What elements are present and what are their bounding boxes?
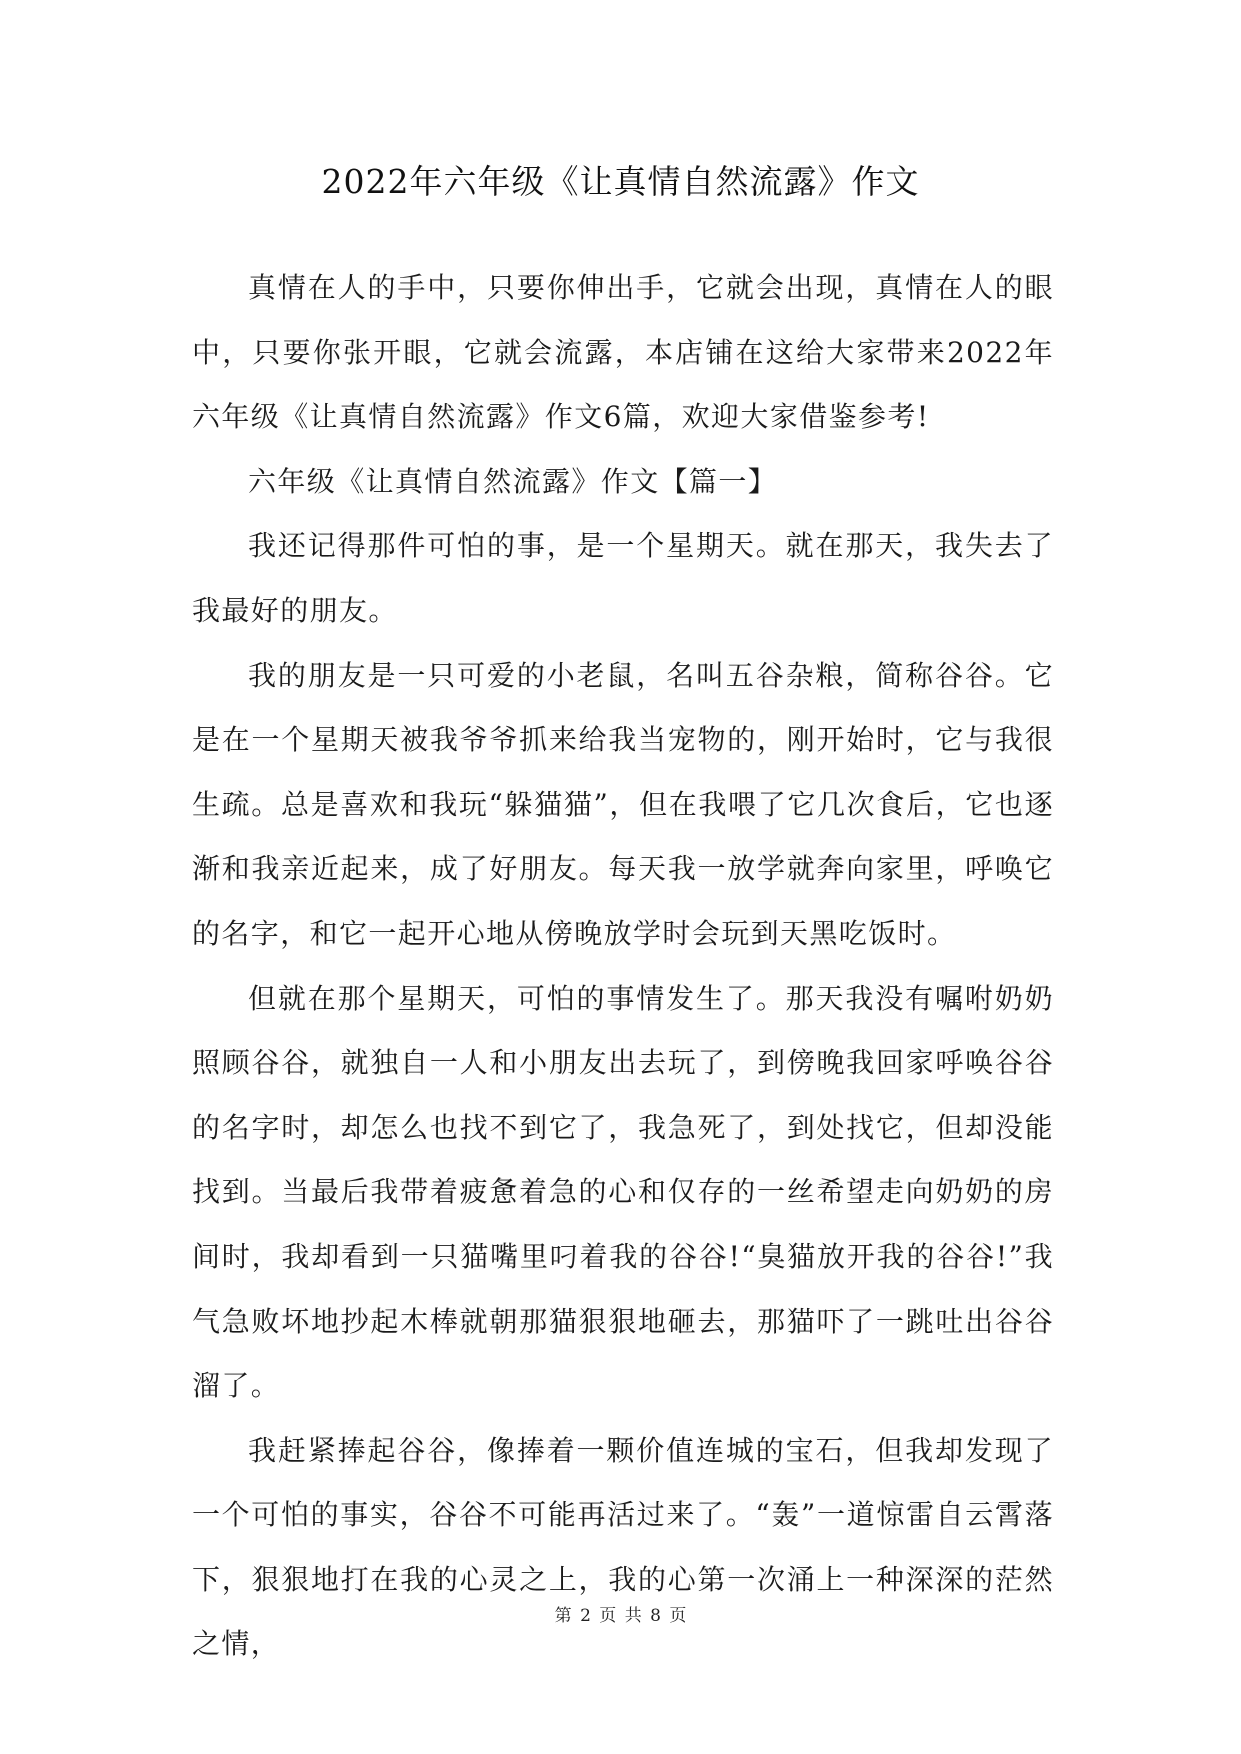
paragraph-intro: 真情在人的手中，只要你伸出手，它就会出现，真情在人的眼中，只要你张开眼，它就会流露，本店铺在这给大家带来2022年六年级《让真情自然流露》作文6篇，欢迎大家借鉴参考!: [192, 271, 1054, 434]
document-title: 2022年六年级《让真情自然流露》作文: [321, 162, 920, 201]
paragraph: 我还记得那件可怕的事，是一个星期天。就在那天，我失去了我最好的朋友。: [192, 529, 1054, 627]
section-heading: 六年级《让真情自然流露》作文【篇一】: [248, 464, 778, 498]
document-body: [192, 256, 1054, 1677]
page-number-footer: 第 2 页 共 8 页: [554, 1606, 687, 1626]
paragraph: 但就在那个星期天，可怕的事情发生了。那天我没有嘱咐奶奶照顾谷谷，就独自一人和小朋友出去玩了，到傍晚我回家呼唤谷谷的名字时，却怎么也找不到它了，我急死了，到处找它，但却没能找到。当最后我带着疲惫着急的心和仅存的一丝希望走向奶奶的房间时，我却看到一只猫嘴里叼着我的谷谷!“臭猫放开我的谷谷!”我气急败坏地抄起木棒就朝那猫狠狠地砸去，那猫吓了一跳吐出谷谷溜了。: [192, 981, 1054, 1403]
paragraph: 我的朋友是一只可爱的小老鼠，名叫五谷杂粮，简称谷谷。它是在一个星期天被我爷爷抓来给我当宠物的，刚开始时，它与我很生疏。总是喜欢和我玩“躲猫猫”，但在我喂了它几次食后，它也逐渐和我亲近起来，成了好朋友。每天我一放学就奔向家里，呼唤它的名字，和它一起开心地从傍晚放学时会玩到天黑吃饭时。: [192, 658, 1054, 950]
paragraph: 我赶紧捧起谷谷，像捧着一颗价值连城的宝石，但我却发现了一个可怕的事实，谷谷不可能再活过来了。“轰”一道惊雷自云霄落下，狠狠地打在我的心灵之上，我的心第一次涌上一种深深的茫然之情，: [192, 1433, 1054, 1661]
